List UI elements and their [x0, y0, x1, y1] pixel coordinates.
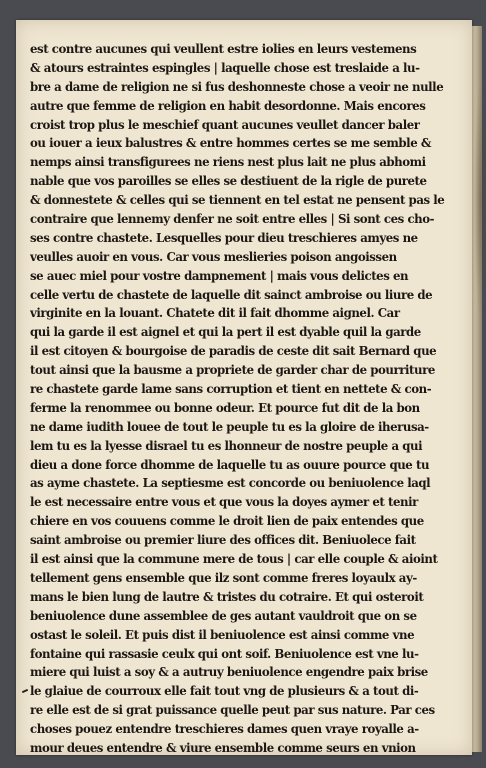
text-line: celle vertu de chastete de laquelle dit sainct ambroise ou liure de: [30, 287, 433, 302]
ink-bleed-stain: [474, 80, 486, 320]
text-line: autre que femme de religion en habit desordonne. Mais encores: [30, 98, 426, 113]
text-line: nemps ainsi transfigurees ne riens nest plus lait ne plus abhomi: [30, 155, 426, 170]
text-line: ostast le soleil. Et puis dist il beniuolence est ainsi comme vne: [30, 627, 415, 642]
text-line: ses contre chastete. Lesquelles pour dieu treschieres amyes ne: [30, 230, 418, 245]
text-line: lem tu es la lyesse disrael tu es lhonneur de nostre peuple a qui: [30, 438, 423, 453]
text-line: choses pouez entendre treschieres dames quen vraye royalle a-: [30, 722, 419, 737]
text-line: croist trop plus le meschief quant aucunes veullet dancer baler: [30, 117, 420, 132]
text-line: mans le bien lung de lautre & tristes du cotraire. Et qui osteroit: [30, 589, 424, 604]
text-line: beniuolence dune assemblee de ges autant vauldroit que on se: [30, 608, 417, 623]
text-line: bre a dame de religion ne si fus deshonneste chose a veoir ne nulle: [30, 79, 444, 94]
text-line: fontaine qui rassasie ceulx qui ont soif. Beniuolence est vne lu-: [30, 646, 419, 661]
text-line: & donnestete & celles qui se tiennent en tel estat ne pensent pas le: [30, 193, 445, 208]
text-line: nable que vos paroilles se elles se destiuent de la rigle de purete: [30, 174, 427, 189]
text-line: miere qui luist a soy & a autruy beniuolence engendre paix brise: [30, 665, 428, 680]
text-line: tout ainsi que la bausme a propriete de garder char de pourriture: [30, 363, 435, 378]
text-line: dieu a done force dhomme de laquelle tu as ouure pource que tu: [30, 457, 430, 472]
text-block: [30, 40, 460, 758]
text-line: qui la garde il est aignel et qui la pert il est dyable quil la garde: [30, 325, 421, 340]
text-line: ferme la renommee ou bonne odeur. Et pource fut dit de la bon: [30, 400, 420, 415]
text-line: ou iouer a ieux balustres & entre hommes certes se me semble &: [30, 136, 432, 151]
text-line: contraire que lennemy denfer ne soit entre elles | Si sont ces cho-: [30, 212, 435, 227]
text-line: & atours estraintes espingles | laquelle chose est treslaide a lu-: [30, 60, 420, 75]
text-line: mour deues entendre & viure ensemble comme seurs en vnion: [30, 740, 416, 755]
text-line: ne dame iudith louee de tout le peuple tu es la gloire de iherusa-: [30, 419, 429, 434]
text-line: veulles auoir en vous. Car vous meslieries poison angoissen: [30, 249, 397, 264]
text-line: re elle est de si grat puissance quelle peut par sus nature. Par ces: [30, 703, 435, 718]
text-line: est contre aucunes qui veullent estre iolies en leurs vestemens: [30, 42, 417, 56]
text-line: virginite en la louant. Chatete dit il fait dhomme aignel. Car: [30, 306, 400, 321]
text-line: se auec miel pour vostre dampnement | mais vous delictes en: [30, 268, 409, 283]
text-line: le glaiue de courroux elle fait tout vng de plusieurs & a tout di-: [30, 684, 419, 699]
text-line: saint ambroise ou premier liure des offices dit. Beniuolece fait: [30, 533, 416, 548]
text-line: as ayme chastete. La septiesme est concorde ou beniuolence laql: [30, 476, 431, 491]
text-line: le est necessaire entre vous et que vous la doyes aymer et tenir: [30, 495, 418, 510]
text-line: chiere en vos couuens comme le droit lien de paix entendes que: [30, 514, 424, 529]
text-line: il est citoyen & bourgoise de paradis de ceste dit sait Bernard que: [30, 344, 437, 359]
text-line: il est ainsi que la commune mere de tous | car elle couple & aioint: [30, 552, 438, 567]
text-line: tellement gens ensemble que ilz sont comme freres loyaulx ay-: [30, 570, 417, 585]
text-line: re chastete garde lame sans corruption et tient en nettete & con-: [30, 382, 432, 397]
